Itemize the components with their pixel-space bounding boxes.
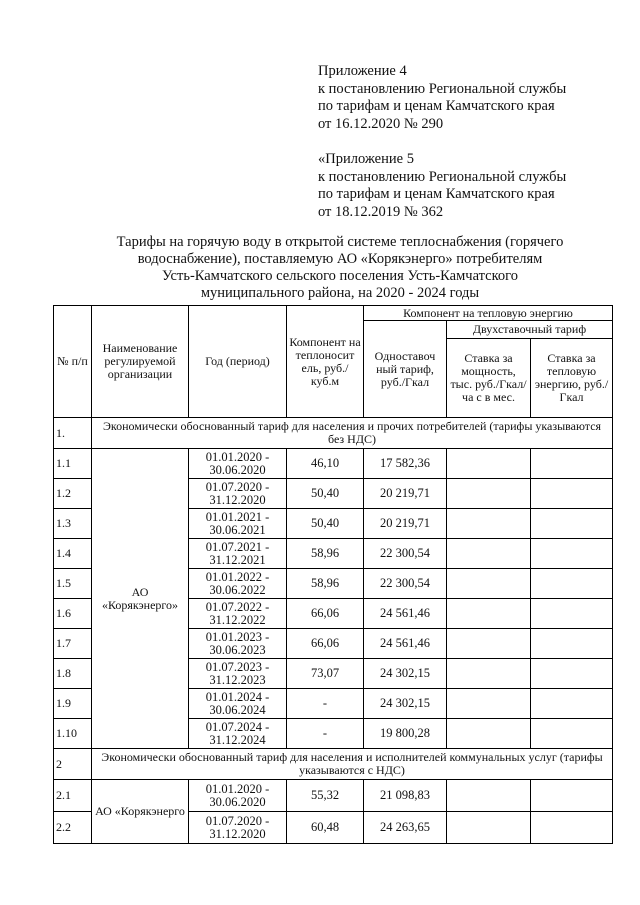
- row-num: 1.6: [54, 599, 92, 629]
- row-num: 1.10: [54, 719, 92, 749]
- row-capacity-rate: [447, 689, 531, 719]
- appendix-line: Приложение 4: [318, 63, 407, 79]
- row-carrier: 73,07: [287, 659, 364, 689]
- header-energy-rate: Ставка за тепловую энергию, руб./Гкал: [531, 339, 613, 418]
- row-num: 1.9: [54, 689, 92, 719]
- row-single-rate: 22 300,54: [364, 539, 447, 569]
- row-period: 01.01.2024 - 30.06.2024: [189, 689, 287, 719]
- row-single-rate: 24 302,15: [364, 659, 447, 689]
- row-energy-rate: [531, 599, 613, 629]
- row-period: 01.07.2020 - 31.12.2020: [189, 812, 287, 844]
- row-capacity-rate: [447, 629, 531, 659]
- row-single-rate: 24 561,46: [364, 599, 447, 629]
- row-num: 1.2: [54, 479, 92, 509]
- row-num: 1.1: [54, 449, 92, 479]
- row-carrier: 55,32: [287, 780, 364, 812]
- row-single-rate: 24 263,65: [364, 812, 447, 844]
- appendix-line: «Приложение 5: [318, 151, 414, 167]
- row-carrier: 58,96: [287, 569, 364, 599]
- organization-name: АО «Корякэнерго»: [92, 449, 189, 749]
- tariff-table: [53, 305, 613, 844]
- row-carrier: 50,40: [287, 479, 364, 509]
- row-energy-rate: [531, 539, 613, 569]
- row-energy-rate: [531, 569, 613, 599]
- row-period: 01.01.2020 - 30.06.2020: [189, 780, 287, 812]
- table-row: [54, 780, 613, 812]
- section-num: 2: [54, 749, 92, 780]
- header-two-rate: Двухставочный тариф: [447, 321, 613, 339]
- row-energy-rate: [531, 629, 613, 659]
- row-period: 01.01.2023 - 30.06.2023: [189, 629, 287, 659]
- row-capacity-rate: [447, 539, 531, 569]
- row-num: 2.1: [54, 780, 92, 812]
- title-line: Усть-Камчатского сельского поселения Усть-Камчатского: [162, 268, 518, 284]
- row-capacity-rate: [447, 479, 531, 509]
- row-capacity-rate: [447, 780, 531, 812]
- row-period: 01.07.2022 - 31.12.2022: [189, 599, 287, 629]
- row-carrier: 66,06: [287, 629, 364, 659]
- row-capacity-rate: [447, 599, 531, 629]
- row-energy-rate: [531, 449, 613, 479]
- row-capacity-rate: [447, 569, 531, 599]
- title-line: Тарифы на горячую воду в открытой системе теплоснабжения (горячего: [116, 234, 564, 250]
- section-row: [54, 749, 613, 780]
- row-period: 01.07.2021 - 31.12.2021: [189, 539, 287, 569]
- row-carrier: 66,06: [287, 599, 364, 629]
- row-single-rate: 22 300,54: [364, 569, 447, 599]
- table-row: [54, 449, 613, 479]
- row-single-rate: 24 561,46: [364, 629, 447, 659]
- appendix-line: по тарифам и ценам Камчатского края: [318, 98, 555, 114]
- row-single-rate: 20 219,71: [364, 479, 447, 509]
- row-carrier: 46,10: [287, 449, 364, 479]
- document-title: [60, 234, 620, 302]
- row-period: 01.07.2024 - 31.12.2024: [189, 719, 287, 749]
- appendix-previous-reference: [318, 151, 566, 221]
- header-heat-component: Компонент на тепловую энергию: [364, 306, 613, 321]
- row-carrier: -: [287, 719, 364, 749]
- row-period: 01.01.2021 - 30.06.2021: [189, 509, 287, 539]
- row-num: 1.3: [54, 509, 92, 539]
- row-capacity-rate: [447, 449, 531, 479]
- row-num: 1.7: [54, 629, 92, 659]
- row-period: 01.01.2022 - 30.06.2022: [189, 569, 287, 599]
- appendix-current-reference: [318, 63, 566, 133]
- header-capacity-rate: Ставка за мощность, тыс. руб./Гкал/ча с в мес.: [447, 339, 531, 418]
- row-carrier: 60,48: [287, 812, 364, 844]
- section-title: Экономически обоснованный тариф для населения и прочих потребителей (тарифы указываются без НДС): [92, 418, 613, 449]
- row-period: 01.01.2020 - 30.06.2020: [189, 449, 287, 479]
- section-num: 1.: [54, 418, 92, 449]
- row-num: 1.5: [54, 569, 92, 599]
- header-carrier-component: Компонент на теплоносит ель, руб./куб.м: [287, 306, 364, 418]
- row-period: 01.07.2020 - 31.12.2020: [189, 479, 287, 509]
- title-line: водоснабжение), поставляемую АО «Корякэнерго» потребителям: [137, 251, 543, 267]
- title-line: муниципального района, на 2020 - 2024 годы: [200, 285, 480, 301]
- organization-name: АО «Корякэнерго: [92, 780, 189, 844]
- row-single-rate: 17 582,36: [364, 449, 447, 479]
- row-capacity-rate: [447, 509, 531, 539]
- row-num: 1.4: [54, 539, 92, 569]
- row-single-rate: 20 219,71: [364, 509, 447, 539]
- appendix-line: к постановлению Региональной службы: [318, 80, 567, 97]
- row-num: 1.8: [54, 659, 92, 689]
- section-title: Экономически обоснованный тариф для населения и исполнителей коммунальных услуг (тарифы указываются с НДС): [92, 749, 613, 780]
- row-single-rate: 19 800,28: [364, 719, 447, 749]
- row-carrier: 58,96: [287, 539, 364, 569]
- appendix-line: от 18.12.2019 № 362: [318, 203, 444, 220]
- row-energy-rate: [531, 689, 613, 719]
- row-capacity-rate: [447, 659, 531, 689]
- appendix-line: к постановлению Региональной службы: [318, 168, 567, 185]
- row-energy-rate: [531, 509, 613, 539]
- header-single-rate: Одноставоч ный тариф, руб./Гкал: [364, 321, 447, 418]
- row-energy-rate: [531, 719, 613, 749]
- row-capacity-rate: [447, 719, 531, 749]
- appendix-line: от 16.12.2020 № 290: [318, 115, 444, 132]
- row-single-rate: 21 098,83: [364, 780, 447, 812]
- row-energy-rate: [531, 659, 613, 689]
- row-energy-rate: [531, 479, 613, 509]
- row-carrier: 50,40: [287, 509, 364, 539]
- header-period: Год (период): [189, 306, 287, 418]
- row-single-rate: 24 302,15: [364, 689, 447, 719]
- row-energy-rate: [531, 812, 613, 844]
- row-energy-rate: [531, 780, 613, 812]
- header-organization: Наименование регулируемой организации: [92, 306, 189, 418]
- header-num: № п/п: [54, 306, 92, 418]
- row-num: 2.2: [54, 812, 92, 844]
- row-capacity-rate: [447, 812, 531, 844]
- section-row: [54, 418, 613, 449]
- appendix-line: по тарифам и ценам Камчатского края: [318, 186, 555, 202]
- row-carrier: -: [287, 689, 364, 719]
- row-period: 01.07.2023 - 31.12.2023: [189, 659, 287, 689]
